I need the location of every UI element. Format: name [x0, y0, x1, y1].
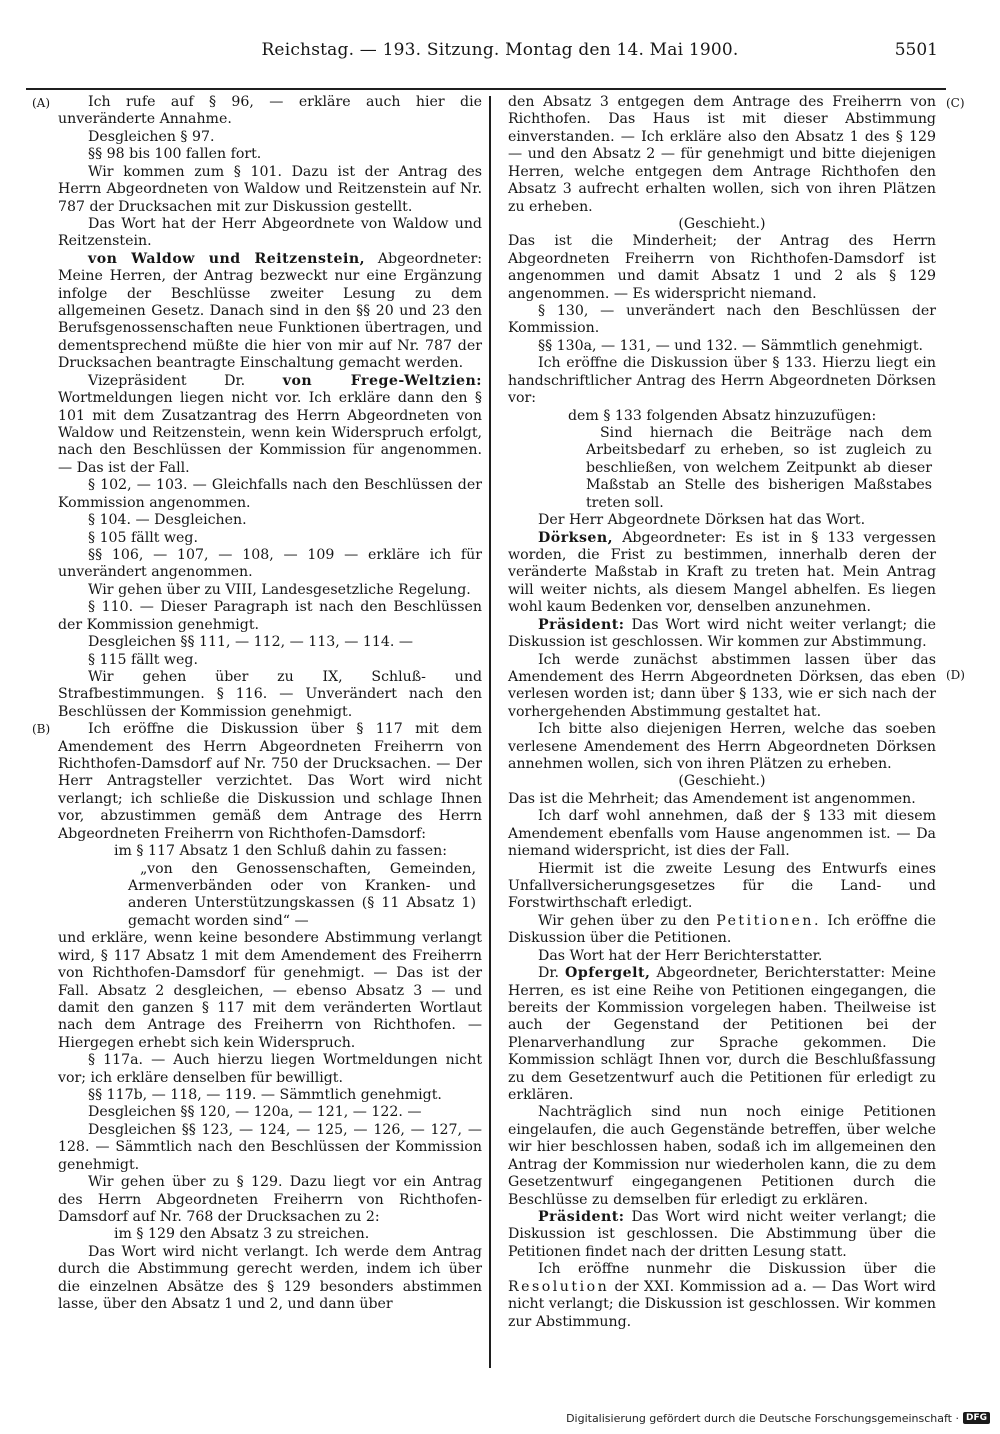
- paragraph: § 110. — Dieser Paragraph ist nach den Beschlüssen der Kommission genehmigt.: [58, 599, 482, 633]
- paragraph: §§ 98 bis 100 fallen fort.: [88, 146, 262, 163]
- speech-text: Abgeordneter, Berichterstatter: Meine Herren, es ist eine Reihe von Petitionen eingegangen, die bereits der Kommission vorgelegen haben. Theilweise ist auch der Gegenstand der Petitionen bei der Plenarverhandlung zur Sprache gekommen. Die Kommission schlägt Ihnen vor, durch die Beschlußfassung zu dem Gesetzentwurf auch die Petitionen für erledigt zu erklären.: [508, 965, 936, 1104]
- page-header: [0, 40, 1000, 68]
- text-run: Wir gehen über zu den: [538, 912, 717, 929]
- speech-text: Abgeordneter: Meine Herren, der Antrag bezweckt nur eine Ergänzung infolge der Beschlüsse zweiter Lesung zu dem allgemeinen Gesetz. Danach sind in den §§ 20 und 23 den Berufsgenossenschaften neue Funktionen übertragen, und dementsprechend müßte die hier von mir auf Nr. 787 der Drucksachen beantragte Einschaltung gemacht werden.: [58, 250, 482, 372]
- left-column: [58, 94, 482, 1368]
- speech-text: Wortmeldungen liegen nicht vor. Ich erkläre dann den § 101 mit dem Zusatzantrag des Herrn Abgeordneten von Waldow und Reitzenstein, wenn kein Widerspruch erfolgt, nach den Beschlüssen der Kommission für angenommen. — Das ist der Fall.: [58, 390, 482, 476]
- paragraph: Desgleichen §§ 123, — 124, — 125, — 126, — 127, — 128. — Sämmtlich nach den Beschlüssen der Kommission genehmigt.: [58, 1121, 482, 1173]
- paragraph: Ich darf wohl annehmen, daß der § 133 mit diesem Amendement ebenfalls vom Hause angenommen ist. — Da niemand widerspricht, ist dies der Fall.: [508, 808, 936, 860]
- quoted-motion-text: Sind hiernach die Beiträge nach dem Arbeitsbedarf zu erheben, so ist zugleich zu beschließen, von welchem Zeitpunkt ab dieser Maßstab an Stelle des bisherigen Maßstabes treten soll.: [586, 425, 932, 511]
- speech-text: Das Wort wird nicht weiter verlangt; die Diskussion ist geschlossen. Wir kommen zur Abstimmung.: [508, 616, 936, 651]
- paragraph: Ich bitte also diejenigen Herren, welche das soeben verlesene Amendement des Herrn Abgeordneten Dörksen annehmen wollen, sich von ihren Plätzen zu erheben.: [508, 721, 936, 773]
- paragraph: § 104. — Desgleichen.: [88, 512, 247, 529]
- quoted-motion: dem § 133 folgenden Absatz hinzuzufügen:: [568, 407, 877, 424]
- speech-text: Das Wort wird nicht weiter verlangt; die Diskussion ist geschlossen. Die Abstimmung über die Petitionen findet nach der dritten Lesung statt.: [508, 1209, 936, 1260]
- speaker-name: von Waldow und Reitzenstein,: [88, 250, 366, 267]
- header-rule: [26, 88, 946, 90]
- speech-paragraph: [58, 373, 482, 478]
- margin-marker-a: (A): [32, 96, 51, 110]
- speech-paragraph: [508, 1209, 936, 1261]
- paragraph: Ich werde zunächst abstimmen lassen über das Amendement des Herrn Abgeordneten Dörksen, das eben verlesen worden ist; dann über § 133, wie er sich nach der vorhergehenden Abstimmung gestaltet hat.: [508, 651, 936, 720]
- quoted-motion: im § 129 den Absatz 3 zu streichen.: [114, 1226, 370, 1243]
- right-column: [508, 94, 936, 1368]
- paragraph: § 102, — 103. — Gleichfalls nach den Beschlüssen der Kommission angenommen.: [58, 477, 482, 511]
- stage-direction: (Geschieht.): [678, 773, 766, 790]
- paragraph: Wir gehen über zu § 129. Dazu liegt vor ein Antrag des Herrn Abgeordneten Freiherrn von Richthofen-Damsdorf auf Nr. 768 der Drucksachen zu 2:: [58, 1174, 482, 1225]
- speech-text: Abgeordneter: Es ist in § 133 vergessen worden, die Frist zu bestimmen, innerhalb deren der veränderte Maßstab in Kraft zu treten hat. Mein Antrag will weiter nichts, als diesem Mangel abhelfen. Es liegen wohl kaum Bedenken vor, denselben anzunehmen.: [508, 529, 936, 616]
- paragraph: den Absatz 3 entgegen dem Antrage des Freiherrn von Richthofen. Das Haus ist mit dieser Abstimmung einverstanden. — Ich erkläre also den Absatz 1 des § 129 — und den Absatz 2 — für genehmigt und bitte diejenigen Herren, welche entgegen dem Antrage Richthofen den Absatz 3 aufrecht erhalten wollen, sich von ihren Plätzen zu erheben.: [508, 94, 936, 215]
- credit-text: Digitalisierung gefördert durch die Deutsche Forschungsgemeinschaft ·: [566, 1411, 959, 1425]
- digitization-credit: [566, 1409, 990, 1427]
- text-run: der XXI. Kommission ad a. — Das Wort wird nicht verlangt; die Diskussion ist geschlossen. Wir kommen zur Abstimmung.: [508, 1278, 936, 1330]
- speech-paragraph: [508, 965, 936, 1104]
- speaker-name: von Frege-Weltzien:: [282, 372, 482, 389]
- quoted-motion-text: „von den Genossenschaften, Gemeinden, Armenverbänden oder von Kranken- und anderen Unterstützungskassen (§ 11 Absatz 1) gemacht worden sind“ —: [128, 860, 476, 929]
- stage-direction: (Geschieht.): [678, 215, 766, 232]
- paragraph: Das ist die Mehrheit; das Amendement ist angenommen.: [508, 790, 916, 807]
- speaker-title: Dr.: [538, 965, 566, 982]
- speaker-title: Vizepräsident Dr.: [88, 372, 283, 389]
- paragraph: § 117a. — Auch hierzu liegen Wortmeldungen nicht vor; ich erkläre denselben für bewilligt.: [58, 1052, 482, 1086]
- paragraph: Wir kommen zum § 101. Dazu ist der Antrag des Herrn Abgeordneten von Waldow und Reitzenstein auf Nr. 787 der Drucksachen mit zur Diskussion gestellt.: [58, 163, 482, 215]
- quoted-motion: im § 117 Absatz 1 den Schluß dahin zu fassen:: [114, 843, 448, 860]
- paragraph: Ich eröffne die Diskussion über § 117 mit dem Amendement des Herrn Abgeordneten Freiherrn von Richthofen-Damsdorf auf Nr. 750 der Drucksachen. — Der Herr Antragsteller verzichtet. Das Wort wird nicht verlangt; ich schließe die Diskussion und schlage Ihnen vor, abzustimmen gemäß dem Antrage des Herrn Abgeordneten Freiherrn von Richthofen-Damsdorf:: [58, 721, 482, 842]
- paragraph: Hiermit ist die zweite Lesung des Entwurfs eines Unfallversicherungsgesetzes für die Land- und Forstwirthschaft erledigt.: [508, 860, 936, 912]
- paragraph: §§ 117b, — 118, — 119. — Sämmtlich genehmigt.: [88, 1087, 442, 1104]
- paragraph: § 105 fällt weg.: [88, 529, 198, 546]
- emphasized-text: Petitionen.: [716, 912, 821, 929]
- paragraph: § 130, — unverändert nach den Beschlüssen der Kommission.: [508, 303, 936, 337]
- paragraph: Das Wort wird nicht verlangt. Ich werde dem Antrag durch die Abstimmung gerecht werden, indem ich über die einzelnen Absätze des § 129 besonders abstimmen lasse, über den Absatz 1 und 2, und dann über: [58, 1243, 482, 1313]
- paragraph: §§ 130a, — 131, — und 132. — Sämmtlich genehmigt.: [538, 337, 924, 354]
- paragraph: Desgleichen §§ 120, — 120a, — 121, — 122. —: [88, 1104, 422, 1121]
- speech-paragraph: [508, 530, 936, 617]
- paragraph: Nachträglich sind nun noch einige Petitionen eingelaufen, die auch Gegenstände betreffen, über welche wir hier beschlossen haben, sodaß ich im allgemeinen den Antrag der Kommission nur wiederholen kann, die zu dem Gesetzentwurf eingegangenen Petitionen durch die Beschlüsse zu demselben für erledigt zu erklären.: [508, 1104, 936, 1208]
- speaker-name: Dörksen,: [538, 529, 614, 546]
- margin-marker-b: (B): [32, 722, 51, 736]
- paragraph: §§ 106, — 107, — 108, — 109 — erkläre ich für unverändert angenommen.: [58, 546, 482, 581]
- paragraph: Das Wort hat der Herr Abgeordnete von Waldow und Reitzenstein.: [58, 215, 482, 250]
- paragraph: § 115 fällt weg.: [88, 651, 198, 668]
- paragraph: Wir gehen über zu IX, Schluß- und Strafbestimmungen. § 116. — Unverändert nach den Beschlüssen der Kommission genehmigt.: [58, 668, 482, 720]
- speaker-name: Opfergelt,: [565, 965, 651, 982]
- emphasized-text: Resolution: [508, 1278, 610, 1295]
- speaker-name: Präsident:: [538, 1209, 625, 1225]
- column-divider: [489, 96, 491, 1368]
- paragraph: Das ist die Minderheit; der Antrag des Herrn Abgeordneten Freiherrn von Richthofen-Damsdorf ist angenommen und damit Absatz 1 und 2 als § 129 angenommen. — Es widerspricht niemand.: [508, 233, 936, 302]
- margin-marker-d: (D): [946, 668, 965, 682]
- speaker-name: Präsident:: [538, 616, 625, 633]
- margin-marker-c: (C): [946, 96, 965, 110]
- paragraph: Desgleichen § 97.: [88, 128, 215, 145]
- speech-paragraph: [58, 251, 482, 373]
- paragraph: Ich eröffne die Diskussion über § 133. Hierzu liegt ein handschriftlicher Antrag des Herrn Abgeordneten Dörksen vor:: [508, 355, 936, 407]
- paragraph: [508, 1261, 936, 1331]
- paragraph: Desgleichen §§ 111, — 112, — 113, — 114. —: [88, 634, 414, 651]
- running-title: Reichstag. — 193. Sitzung. Montag den 14. Mai 1900.: [261, 40, 739, 60]
- text-run: Ich eröffne die Diskussion über die Petitionen.: [508, 912, 936, 947]
- paragraph: Wir gehen über zu VIII, Landesgesetzliche Regelung.: [88, 581, 471, 598]
- page-number: 5501: [894, 40, 938, 60]
- speech-paragraph: [508, 617, 936, 652]
- paragraph: Der Herr Abgeordnete Dörksen hat das Wort.: [538, 512, 866, 529]
- dfg-logo: DFG: [963, 1412, 990, 1424]
- paragraph: Ich rufe auf § 96, — erkläre auch hier die unveränderte Annahme.: [58, 94, 482, 128]
- paragraph: Das Wort hat der Herr Berichterstatter.: [538, 947, 823, 964]
- paragraph: [508, 913, 936, 948]
- text-run: Ich eröffne nunmehr die Diskussion über die: [538, 1261, 936, 1278]
- paragraph: und erkläre, wenn keine besondere Abstimmung verlangt wird, § 117 Absatz 1 mit dem Amendement des Freiherrn von Richthofen-Damsdorf für genehmigt. — Das ist der Fall. Absatz 2 desgleichen, — ebenso Absatz 3 — und damit den ganzen § 117 mit dem veränderten Wortlaut nach dem Antrage des Freiherrn von Richthofen. — Hiergegen erhebt sich kein Widerspruch.: [58, 930, 482, 1051]
